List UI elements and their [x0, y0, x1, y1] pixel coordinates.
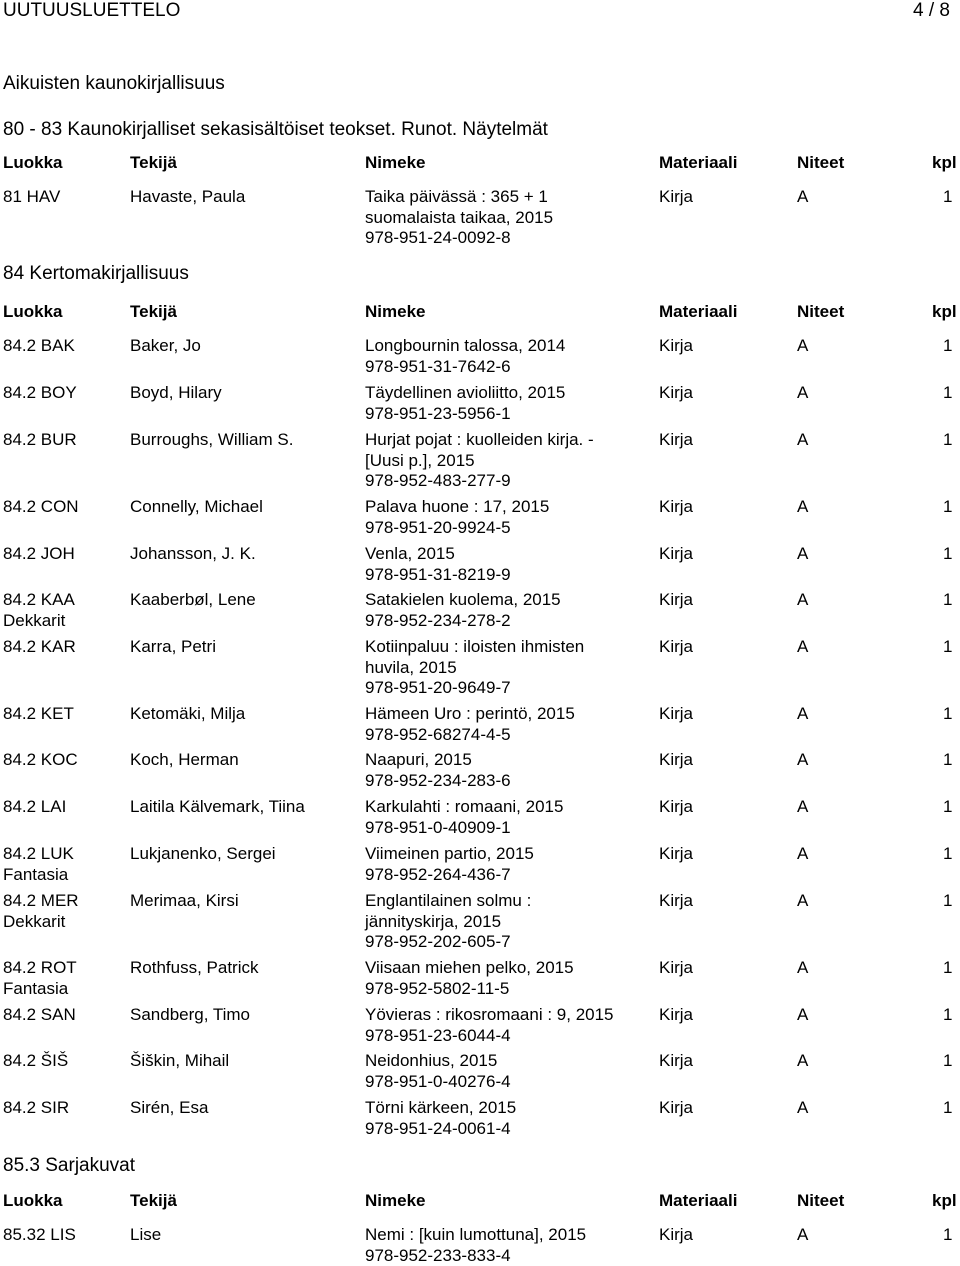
cell-tekija: Havaste, Paula	[130, 187, 358, 208]
cell-materiaali: Kirja	[659, 1225, 693, 1246]
cell-nimeke	[365, 637, 650, 699]
category-title: Aikuisten kaunokirjallisuus	[3, 73, 225, 95]
section-title: 84 Kertomakirjallisuus	[3, 263, 189, 285]
cell-nimeke-line: 978-951-24-0061-4	[365, 1119, 650, 1140]
cell-nimeke-line: 978-952-68274-4-5	[365, 725, 650, 746]
cell-luokka-line: 84.2 KAA	[3, 590, 123, 611]
cell-niteet: A	[797, 797, 808, 818]
cell-luokka	[3, 1225, 123, 1246]
cell-nimeke	[365, 797, 650, 838]
cell-tekija: Kaaberbøl, Lene	[130, 590, 358, 611]
cell-luokka	[3, 1051, 123, 1072]
cell-nimeke	[365, 704, 650, 745]
cell-nimeke	[365, 336, 650, 377]
cell-luokka-line: 85.32 LIS	[3, 1225, 123, 1246]
cell-luokka-line: 84.2 SAN	[3, 1005, 123, 1026]
cell-kpl: 1	[943, 1005, 952, 1026]
cell-nimeke	[365, 497, 650, 538]
cell-materiaali: Kirja	[659, 1005, 693, 1026]
column-header-materiaali: Materiaali	[659, 302, 737, 323]
column-header-kpl: kpl	[932, 302, 957, 323]
column-header-tekija: Tekijä	[130, 1191, 358, 1212]
column-header-niteet: Niteet	[797, 153, 844, 174]
cell-tekija: Connelly, Michael	[130, 497, 358, 518]
cell-materiaali: Kirja	[659, 1098, 693, 1119]
cell-kpl: 1	[943, 797, 952, 818]
cell-kpl: 1	[943, 1225, 952, 1246]
column-header-nimeke: Nimeke	[365, 153, 650, 174]
cell-niteet: A	[797, 590, 808, 611]
cell-nimeke	[365, 187, 650, 249]
cell-tekija: Rothfuss, Patrick	[130, 958, 358, 979]
cell-luokka	[3, 430, 123, 451]
cell-kpl: 1	[943, 891, 952, 912]
cell-kpl: 1	[943, 958, 952, 979]
cell-nimeke-line: Karkulahti : romaani, 2015	[365, 797, 650, 818]
cell-nimeke-line: 978-951-20-9649-7	[365, 678, 650, 699]
cell-nimeke-line: Venla, 2015	[365, 544, 650, 565]
cell-nimeke-line: 978-951-31-7642-6	[365, 357, 650, 378]
cell-tekija: Boyd, Hilary	[130, 383, 358, 404]
cell-niteet: A	[797, 1005, 808, 1026]
cell-nimeke	[365, 750, 650, 791]
cell-nimeke-line: 978-951-23-6044-4	[365, 1026, 650, 1047]
cell-nimeke	[365, 590, 650, 631]
cell-luokka	[3, 844, 123, 885]
cell-materiaali: Kirja	[659, 844, 693, 865]
cell-nimeke-line: 978-952-202-605-7	[365, 932, 650, 953]
cell-tekija: Johansson, J. K.	[130, 544, 358, 565]
cell-niteet: A	[797, 383, 808, 404]
cell-nimeke-line: jännityskirja, 2015	[365, 912, 650, 933]
cell-nimeke-line: Englantilainen solmu :	[365, 891, 650, 912]
cell-nimeke-line: [Uusi p.], 2015	[365, 451, 650, 472]
cell-nimeke-line: Longbournin talossa, 2014	[365, 336, 650, 357]
cell-nimeke-line: Neidonhius, 2015	[365, 1051, 650, 1072]
cell-niteet: A	[797, 704, 808, 725]
cell-luokka-line: 84.2 KET	[3, 704, 123, 725]
cell-nimeke-line: 978-952-483-277-9	[365, 471, 650, 492]
cell-materiaali: Kirja	[659, 704, 693, 725]
cell-luokka	[3, 704, 123, 725]
column-header-materiaali: Materiaali	[659, 1191, 737, 1212]
cell-niteet: A	[797, 637, 808, 658]
cell-nimeke-line: 978-952-5802-11-5	[365, 979, 650, 1000]
cell-luokka-line: 84.2 JOH	[3, 544, 123, 565]
column-header-tekija: Tekijä	[130, 302, 358, 323]
cell-niteet: A	[797, 750, 808, 771]
cell-luokka-line: 84.2 BOY	[3, 383, 123, 404]
column-header-kpl: kpl	[932, 1191, 957, 1212]
cell-niteet: A	[797, 1225, 808, 1246]
cell-kpl: 1	[943, 383, 952, 404]
cell-materiaali: Kirja	[659, 958, 693, 979]
cell-kpl: 1	[943, 1098, 952, 1119]
cell-nimeke	[365, 1098, 650, 1139]
cell-nimeke-line: Hämeen Uro : perintö, 2015	[365, 704, 650, 725]
section-title: 80 - 83 Kaunokirjalliset sekasisältöiset teokset. Runot. Näytelmät	[3, 119, 548, 141]
cell-luokka-line: Fantasia	[3, 865, 123, 886]
cell-nimeke-line: Nemi : [kuin lumottuna], 2015	[365, 1225, 650, 1246]
section-title: 85.3 Sarjakuvat	[3, 1155, 135, 1177]
cell-tekija: Laitila Kälvemark, Tiina	[130, 797, 358, 818]
cell-nimeke-line: Viimeinen partio, 2015	[365, 844, 650, 865]
cell-kpl: 1	[943, 590, 952, 611]
cell-luokka	[3, 590, 123, 631]
cell-materiaali: Kirja	[659, 544, 693, 565]
cell-luokka-line: 84.2 KOC	[3, 750, 123, 771]
cell-nimeke-line: huvila, 2015	[365, 658, 650, 679]
cell-nimeke	[365, 844, 650, 885]
cell-luokka-line: 84.2 ŠIŠ	[3, 1051, 123, 1072]
column-header-niteet: Niteet	[797, 1191, 844, 1212]
column-header-luokka: Luokka	[3, 1191, 123, 1212]
cell-luokka-line: 84.2 BUR	[3, 430, 123, 451]
cell-niteet: A	[797, 497, 808, 518]
cell-nimeke	[365, 383, 650, 424]
cell-nimeke	[365, 958, 650, 999]
cell-nimeke	[365, 544, 650, 585]
document-title: UUTUUSLUETTELO	[3, 0, 180, 22]
cell-luokka	[3, 383, 123, 404]
cell-kpl: 1	[943, 1051, 952, 1072]
cell-luokka	[3, 958, 123, 999]
cell-luokka	[3, 1005, 123, 1026]
column-header-luokka: Luokka	[3, 302, 123, 323]
cell-luokka-line: 84.2 LAI	[3, 797, 123, 818]
cell-tekija: Koch, Herman	[130, 750, 358, 771]
cell-materiaali: Kirja	[659, 497, 693, 518]
cell-tekija: Merimaa, Kirsi	[130, 891, 358, 912]
cell-niteet: A	[797, 891, 808, 912]
cell-materiaali: Kirja	[659, 590, 693, 611]
cell-luokka-line: 84.2 BAK	[3, 336, 123, 357]
cell-luokka	[3, 891, 123, 932]
cell-kpl: 1	[943, 844, 952, 865]
cell-luokka-line: Fantasia	[3, 979, 123, 1000]
cell-nimeke-line: Viisaan miehen pelko, 2015	[365, 958, 650, 979]
cell-luokka	[3, 637, 123, 658]
cell-luokka	[3, 544, 123, 565]
cell-nimeke-line: 978-951-20-9924-5	[365, 518, 650, 539]
cell-tekija: Lise	[130, 1225, 358, 1246]
cell-niteet: A	[797, 1098, 808, 1119]
cell-materiaali: Kirja	[659, 187, 693, 208]
cell-luokka-line: 81 HAV	[3, 187, 123, 208]
cell-materiaali: Kirja	[659, 383, 693, 404]
column-header-kpl: kpl	[932, 153, 957, 174]
cell-nimeke	[365, 430, 650, 492]
cell-nimeke	[365, 891, 650, 953]
cell-tekija: Ketomäki, Milja	[130, 704, 358, 725]
cell-luokka	[3, 497, 123, 518]
cell-nimeke-line: 978-951-24-0092-8	[365, 228, 650, 249]
cell-luokka-line: 84.2 SIR	[3, 1098, 123, 1119]
cell-luokka	[3, 336, 123, 357]
cell-luokka-line: 84.2 ROT	[3, 958, 123, 979]
cell-materiaali: Kirja	[659, 891, 693, 912]
cell-nimeke	[365, 1225, 650, 1266]
cell-kpl: 1	[943, 637, 952, 658]
cell-nimeke-line: 978-951-0-40276-4	[365, 1072, 650, 1093]
cell-materiaali: Kirja	[659, 430, 693, 451]
cell-nimeke	[365, 1005, 650, 1046]
cell-luokka	[3, 187, 123, 208]
cell-tekija: Sirén, Esa	[130, 1098, 358, 1119]
cell-kpl: 1	[943, 704, 952, 725]
cell-nimeke-line: suomalaista taikaa, 2015	[365, 208, 650, 229]
cell-nimeke-line: 978-952-233-833-4	[365, 1246, 650, 1266]
cell-kpl: 1	[943, 430, 952, 451]
cell-nimeke-line: 978-952-234-283-6	[365, 771, 650, 792]
column-header-materiaali: Materiaali	[659, 153, 737, 174]
column-header-nimeke: Nimeke	[365, 302, 650, 323]
cell-luokka-line: 84.2 KAR	[3, 637, 123, 658]
cell-nimeke-line: Taika päivässä : 365 + 1	[365, 187, 650, 208]
cell-kpl: 1	[943, 336, 952, 357]
cell-kpl: 1	[943, 750, 952, 771]
cell-nimeke-line: Kotiinpaluu : iloisten ihmisten	[365, 637, 650, 658]
cell-nimeke-line: Täydellinen avioliitto, 2015	[365, 383, 650, 404]
column-header-tekija: Tekijä	[130, 153, 358, 174]
cell-nimeke-line: 978-951-31-8219-9	[365, 565, 650, 586]
cell-tekija: Šiškin, Mihail	[130, 1051, 358, 1072]
cell-niteet: A	[797, 544, 808, 565]
column-header-nimeke: Nimeke	[365, 1191, 650, 1212]
cell-tekija: Karra, Petri	[130, 637, 358, 658]
cell-nimeke-line: Satakielen kuolema, 2015	[365, 590, 650, 611]
cell-niteet: A	[797, 336, 808, 357]
cell-luokka	[3, 797, 123, 818]
cell-luokka-line: 84.2 LUK	[3, 844, 123, 865]
cell-niteet: A	[797, 844, 808, 865]
cell-materiaali: Kirja	[659, 637, 693, 658]
cell-luokka	[3, 750, 123, 771]
page-number: 4 / 8	[913, 0, 950, 22]
cell-luokka-line: 84.2 CON	[3, 497, 123, 518]
cell-tekija: Sandberg, Timo	[130, 1005, 358, 1026]
cell-luokka-line: Dekkarit	[3, 611, 123, 632]
cell-nimeke-line: 978-952-234-278-2	[365, 611, 650, 632]
cell-niteet: A	[797, 1051, 808, 1072]
cell-nimeke-line: Naapuri, 2015	[365, 750, 650, 771]
cell-niteet: A	[797, 958, 808, 979]
column-header-luokka: Luokka	[3, 153, 123, 174]
cell-nimeke-line: Palava huone : 17, 2015	[365, 497, 650, 518]
cell-tekija: Lukjanenko, Sergei	[130, 844, 358, 865]
cell-nimeke-line: Törni kärkeen, 2015	[365, 1098, 650, 1119]
cell-tekija: Baker, Jo	[130, 336, 358, 357]
column-header-niteet: Niteet	[797, 302, 844, 323]
cell-materiaali: Kirja	[659, 750, 693, 771]
cell-kpl: 1	[943, 497, 952, 518]
cell-luokka-line: 84.2 MER	[3, 891, 123, 912]
cell-nimeke-line: Hurjat pojat : kuolleiden kirja. -	[365, 430, 650, 451]
cell-materiaali: Kirja	[659, 336, 693, 357]
cell-nimeke-line: 978-952-264-436-7	[365, 865, 650, 886]
cell-materiaali: Kirja	[659, 797, 693, 818]
cell-nimeke-line: 978-951-0-40909-1	[365, 818, 650, 839]
cell-tekija: Burroughs, William S.	[130, 430, 358, 451]
cell-kpl: 1	[943, 544, 952, 565]
cell-nimeke-line: 978-951-23-5956-1	[365, 404, 650, 425]
cell-nimeke	[365, 1051, 650, 1092]
cell-luokka-line: Dekkarit	[3, 912, 123, 933]
cell-kpl: 1	[943, 187, 952, 208]
cell-nimeke-line: Yövieras : rikosromaani : 9, 2015	[365, 1005, 650, 1026]
cell-materiaali: Kirja	[659, 1051, 693, 1072]
cell-luokka	[3, 1098, 123, 1119]
cell-niteet: A	[797, 187, 808, 208]
cell-niteet: A	[797, 430, 808, 451]
